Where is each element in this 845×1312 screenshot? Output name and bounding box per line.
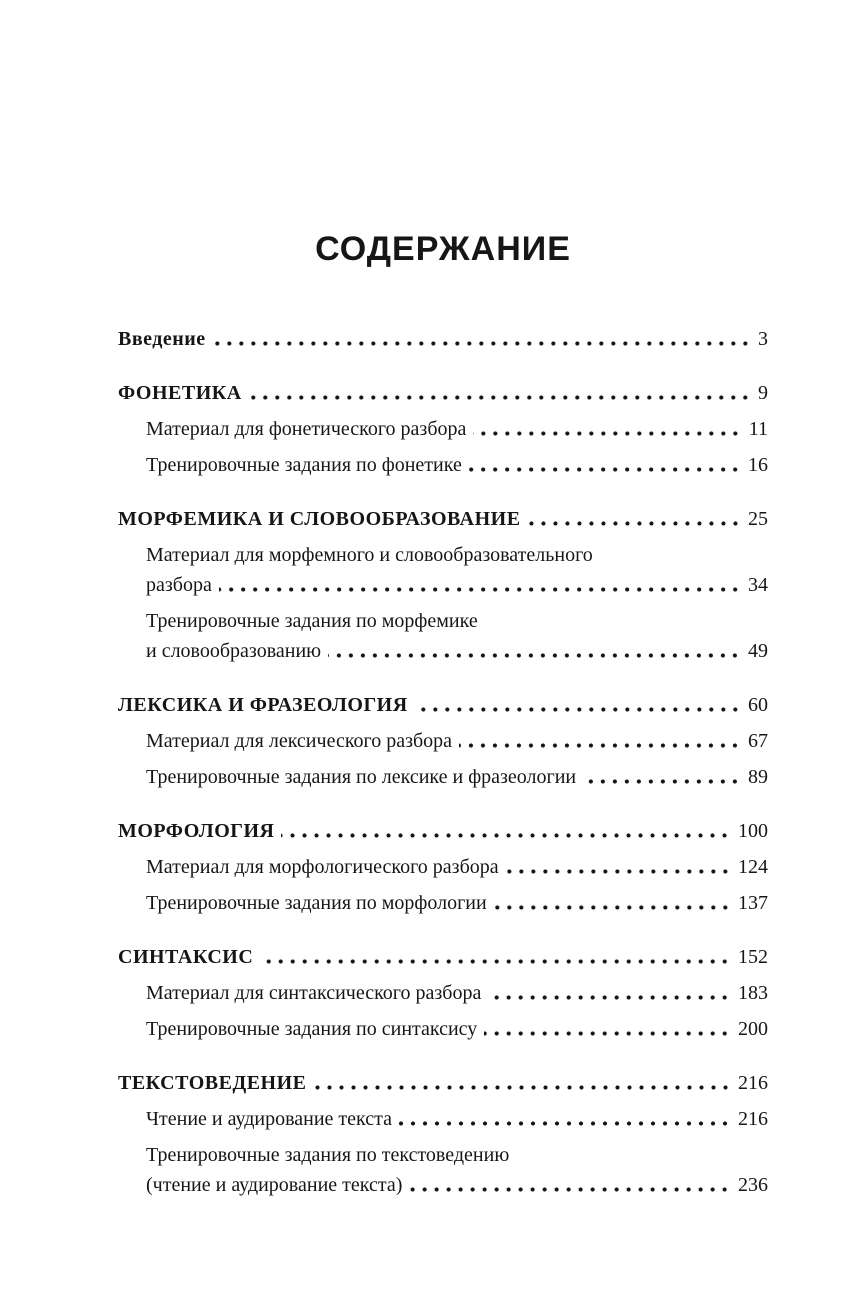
page-number: 100: [738, 820, 768, 842]
toc-entry-row: [118, 324, 768, 354]
toc-entry: [118, 978, 768, 1008]
toc-entry-row: [146, 978, 768, 1008]
dot-leader: [477, 1014, 738, 1044]
page-number: 89: [748, 766, 768, 788]
toc-entry-row: [146, 888, 768, 918]
toc-entry: [118, 852, 768, 882]
page-number: 183: [738, 982, 768, 1004]
dot-leader: [253, 942, 738, 972]
toc-entry-label: МОРФЕМИКА И СЛОВООБРАЗОВАНИЕ: [118, 508, 521, 530]
toc-entry: [118, 942, 768, 972]
toc-entry: [118, 450, 768, 480]
toc-entry: [118, 888, 768, 918]
page-number: 216: [738, 1108, 768, 1130]
toc-entry: [118, 816, 768, 846]
toc-entry-label: ФОНЕТИКА: [118, 382, 242, 404]
toc-entry-label: Тренировочные задания по фонетике: [146, 454, 462, 476]
dot-leader: [466, 414, 748, 444]
toc-entry-row: [146, 414, 768, 444]
toc-entry-row: [118, 1068, 768, 1098]
dot-leader: [521, 504, 748, 534]
toc-entry: [118, 324, 768, 354]
dot-leader: [408, 690, 748, 720]
toc-entry-row: [146, 762, 768, 792]
toc-entry: [118, 378, 768, 408]
page-number: 67: [748, 730, 768, 752]
page-number: 25: [748, 508, 768, 530]
toc-entry-row: [146, 852, 768, 882]
dot-leader: [321, 636, 748, 666]
dot-leader: [274, 816, 738, 846]
toc-entry-row: [146, 1014, 768, 1044]
toc-entry-first-line: Материал для морфемного и словообразовательного: [146, 544, 593, 566]
toc-entry-row: [146, 636, 768, 666]
page-number: 3: [758, 328, 768, 350]
toc-entry-label: Материал для морфологического разбора: [146, 856, 499, 878]
page-number: 9: [758, 382, 768, 404]
toc-entry-label: ТЕКСТОВЕДЕНИЕ: [118, 1072, 307, 1094]
dot-leader: [307, 1068, 739, 1098]
toc-entry: [118, 504, 768, 534]
dot-leader: [481, 978, 738, 1008]
toc-entry-row: [118, 942, 768, 972]
toc-entry-first-line: Тренировочные задания по текстоведению: [146, 1144, 510, 1166]
page-number: 236: [738, 1174, 768, 1196]
page-number: 49: [748, 640, 768, 662]
toc-entry-row: [118, 378, 768, 408]
toc-entry: [118, 762, 768, 792]
page-number: 124: [738, 856, 768, 878]
toc-entry: [118, 726, 768, 756]
toc-entry-row: [118, 816, 768, 846]
dot-leader: [576, 762, 748, 792]
toc-entry: [118, 690, 768, 720]
toc-entry-label: Введение: [118, 328, 206, 350]
dot-leader: [462, 450, 748, 480]
toc-entry: [118, 1068, 768, 1098]
page-number: 16: [748, 454, 768, 476]
dot-leader: [212, 570, 748, 600]
toc-entry: [118, 540, 768, 600]
dot-leader: [242, 378, 758, 408]
dot-leader: [206, 324, 758, 354]
toc-entry-label: Тренировочные задания по синтаксису: [146, 1018, 478, 1040]
toc-entry-row: [146, 726, 768, 756]
toc-entry-label: СИНТАКСИС: [118, 946, 254, 968]
toc-entry: [118, 1014, 768, 1044]
page-number: 200: [738, 1018, 768, 1040]
toc-entry-row: [118, 504, 768, 534]
toc-entry-label: Тренировочные задания по лексике и фразеологии: [146, 766, 577, 788]
toc-entry-row: [146, 1104, 768, 1134]
toc-entry-label: и словообразованию: [146, 640, 322, 662]
toc-entry-label: МОРФОЛОГИЯ: [118, 820, 275, 842]
toc-entry-label: Материал для фонетического разбора: [146, 418, 467, 440]
toc-entry: [118, 606, 768, 666]
toc-entry-row: [146, 570, 768, 600]
toc-entry: [118, 414, 768, 444]
toc-entry-label: Чтение и аудирование текста: [146, 1108, 392, 1130]
toc-entry-label: Тренировочные задания по морфологии: [146, 892, 487, 914]
page-number: 11: [748, 418, 768, 440]
page-title: СОДЕРЖАНИЕ: [315, 230, 571, 268]
dot-leader: [402, 1170, 738, 1200]
dot-leader: [487, 888, 738, 918]
toc-entry-label: Материал для синтаксического разбора: [146, 982, 482, 1004]
toc-entry-row: [118, 690, 768, 720]
toc-entry: [118, 1140, 768, 1200]
page-number: 137: [738, 892, 768, 914]
page-number: 152: [738, 946, 768, 968]
dot-leader: [452, 726, 748, 756]
toc-entry-label: ЛЕКСИКА И ФРАЗЕОЛОГИЯ: [118, 694, 408, 716]
toc-entry: [118, 1104, 768, 1134]
toc-entry-label: Материал для лексического разбора: [146, 730, 453, 752]
toc-list: [118, 324, 768, 1200]
toc-entry-label: (чтение и аудирование текста): [146, 1174, 403, 1196]
page-number: 216: [738, 1072, 768, 1094]
page-number: 60: [748, 694, 768, 716]
toc-entry-first-line: Тренировочные задания по морфемике: [146, 610, 478, 632]
toc-entry-label: разбора: [146, 574, 212, 596]
dot-leader: [392, 1104, 738, 1134]
toc-entry-row: [146, 1170, 768, 1200]
toc-entry-row: [146, 450, 768, 480]
dot-leader: [499, 852, 738, 882]
page-number: 34: [748, 574, 768, 596]
